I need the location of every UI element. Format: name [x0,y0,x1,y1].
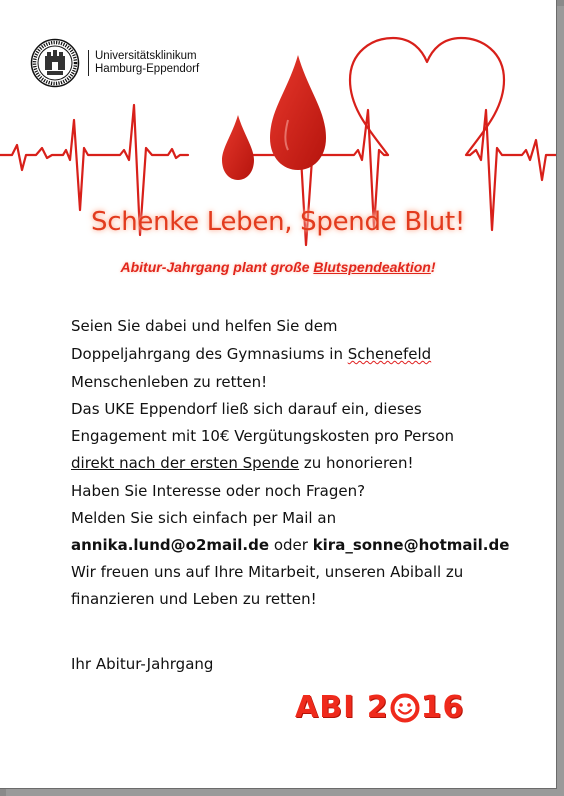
body-line-11: finanzieren und Leben zu retten! [71,590,317,609]
blood-drop-large [270,55,326,170]
abi-suffix: 16 [420,690,465,725]
body-text [71,312,541,614]
headline: Schenke Leben, Spende Blut! [91,207,465,237]
email-separator: oder [269,536,313,555]
subheadline-part-1: Abitur-Jahrgang plant große [120,259,314,275]
body-line-4: Das UKE Eppendorf ließ sich darauf ein, dieses [71,400,422,418]
subheadline-part-2: Blutspendeaktion [313,259,431,275]
body-line-2b-spellcheck: Schenefeld [347,345,432,363]
uke-logo [30,38,199,88]
body-line-9 [71,532,541,559]
abi-2016-logo [295,690,464,725]
logo-wordmark [88,50,199,76]
page-shadow-bottom [6,789,564,796]
body-line-6a: direkt nach der ersten Spende [71,454,300,473]
page-shadow-right [557,6,564,796]
blood-drop-small [222,115,254,180]
heart-outline [350,38,504,155]
logo-line-2: Hamburg-Eppendorf [95,63,200,75]
email-1[interactable]: annika.lund@o2mail.de [71,536,270,555]
smiley-icon [390,693,420,723]
body-line-2 [71,340,541,368]
body-line-7: Haben Sie Interesse oder noch Fragen? [71,481,366,500]
body-line-1: Seien Sie dabei und helfen Sie dem [71,317,338,335]
email-2[interactable]: kira_sonne@hotmail.de [312,536,510,555]
signature: Ihr Abitur-Jahrgang [71,655,214,673]
subheadline [0,259,556,275]
body-line-3: Menschenleben zu retten! [71,373,268,391]
logo-line-1: Universitätsklinikum [95,50,197,62]
body-line-10: Wir freuen uns auf Ihre Mitarbeit, unseren Abiball zu [71,563,464,582]
body-line-2a: Doppeljahrgang des Gymnasiums in [71,345,348,363]
body-line-5: Engagement mit 10€ Vergütungskosten pro Person [71,427,454,446]
body-line-6 [71,450,541,477]
abi-prefix: ABI 2 [295,690,389,725]
university-seal-icon [30,38,80,88]
body-line-8: Melden Sie sich einfach per Mail an [71,508,337,527]
body-line-6b: zu honorieren! [299,454,414,473]
subheadline-part-3: ! [430,259,436,275]
